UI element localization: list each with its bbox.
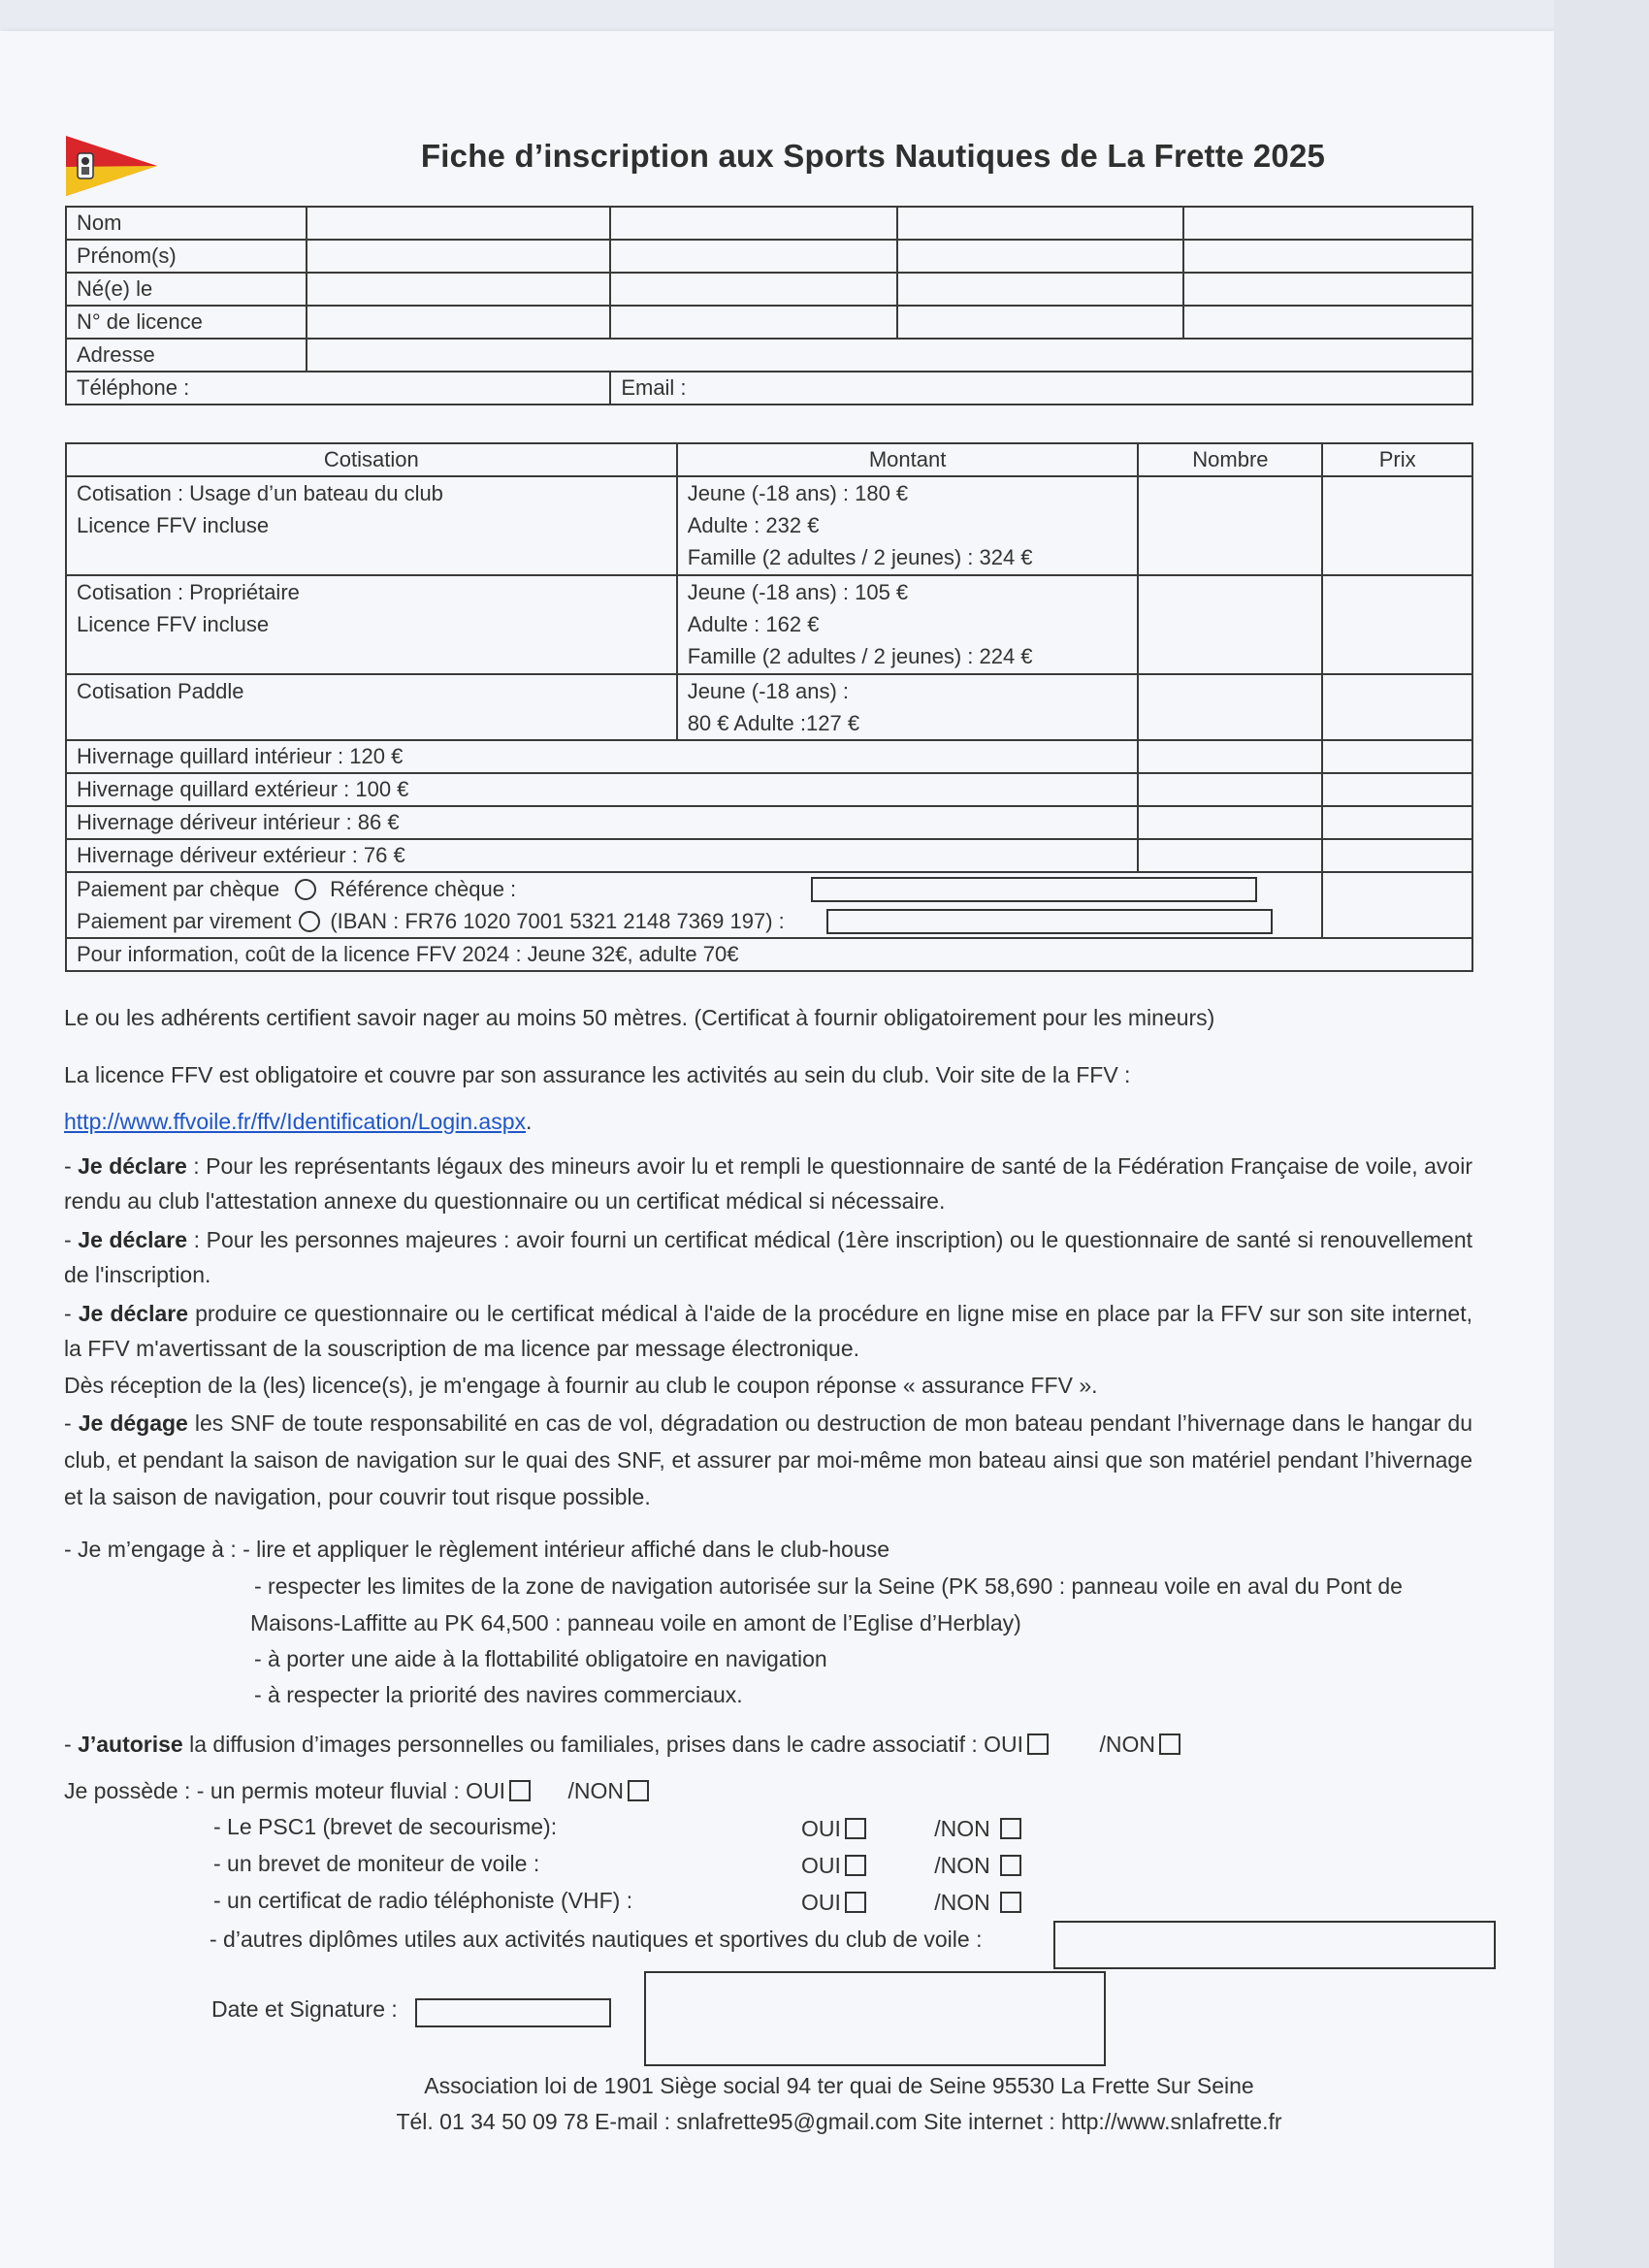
row-contact (66, 372, 1472, 405)
psc1-label: - Le PSC1 (brevet de secourisme): (213, 1814, 558, 1839)
prix-hivernage-2[interactable] (1322, 773, 1472, 806)
footer-address: Association loi de 1901 Siège social 94 ter quai de Seine 95530 La Frette Sur Seine (424, 2073, 1254, 2098)
label-email: Email : (621, 375, 687, 400)
cotisation-paddle-montant: Jeune (-18 ans) : 80 € Adulte :127 € (677, 674, 1139, 740)
autres-diplomes-label: - d’autres diplômes utiles aux activités nautiques et sportives du club de voile : (210, 1927, 983, 1952)
row-adresse (66, 339, 1472, 372)
nom-field-2[interactable] (610, 207, 897, 240)
row-hivernage-3 (66, 806, 1472, 839)
moniteur-non-checkbox[interactable] (1000, 1855, 1021, 1876)
permis-non-checkbox[interactable] (628, 1780, 649, 1801)
row-hivernage-2 (66, 773, 1472, 806)
ne-le-field-2[interactable] (610, 273, 897, 306)
engage-item-3: - à porter une aide à la flottabilité obligatoire en navigation (254, 1646, 827, 1671)
cotisation-club-montant: Jeune (-18 ans) : 180 € Adulte : 232 € Famille (2 adultes / 2 jeunes) : 324 € (677, 476, 1139, 575)
autorise-bold: J’autorise (78, 1732, 183, 1757)
row-cotisation-paddle (66, 674, 1472, 740)
licence-paragraph (64, 1052, 1472, 1145)
licence-field-1[interactable] (307, 306, 611, 339)
footer-contact: Tél. 01 34 50 09 78 E-mail : snlafrette95@gmail.com Site internet : http://www.snlafrette.fr (396, 2109, 1282, 2134)
cotisation-proprietaire-label: Cotisation : Propriétaire Licence FFV incluse (66, 575, 677, 674)
reference-cheque-label: Référence chèque : (330, 877, 517, 901)
identity-table (65, 206, 1473, 405)
header-prix: Prix (1322, 443, 1472, 476)
label-nom: Nom (66, 207, 307, 240)
licence-text: La licence FFV est obligatoire et couvre par son assurance les activités au sein du club. Voir site de la FFV : (64, 1062, 1131, 1087)
moniteur-oui-checkbox[interactable] (845, 1855, 866, 1876)
nager-text: Le ou les adhérents certifient savoir nager au moins 50 mètres. (Certificat à fournir obligatoirement pour les mineurs) (64, 1005, 1215, 1030)
cotisation-club-label: Cotisation : Usage d’un bateau du club Licence FFV incluse (66, 476, 677, 575)
declare-bold: Je déclare (78, 1301, 188, 1326)
iban-field[interactable] (826, 909, 1273, 934)
autorise-non-label: /NON (1099, 1732, 1155, 1757)
hivernage-label: Hivernage dériveur extérieur : 76 € (66, 839, 1138, 872)
cotisation-paddle-label: Cotisation Paddle (66, 674, 677, 740)
row-nom (66, 207, 1472, 240)
email-field[interactable] (610, 372, 1472, 405)
radio-options: OUI /NON (801, 1890, 1021, 1915)
prix-hivernage-3[interactable] (1322, 806, 1472, 839)
engage-item-2b: Maisons-Laffitte au PK 64,500 : panneau voile en amont de l’Eglise d’Herblay) (250, 1610, 1021, 1636)
label-licence: N° de licence (66, 306, 307, 339)
row-hivernage-4 (66, 839, 1472, 872)
psc1-non-checkbox[interactable] (1000, 1818, 1021, 1839)
prenom-field-4[interactable] (1183, 240, 1472, 273)
prenom-field-2[interactable] (610, 240, 897, 273)
prix-paddle-field[interactable] (1322, 674, 1472, 740)
hivernage-label: Hivernage quillard intérieur : 120 € (66, 740, 1138, 773)
row-info-licence (66, 938, 1472, 971)
nombre-hivernage-1[interactable] (1138, 740, 1322, 773)
licence-field-4[interactable] (1183, 306, 1472, 339)
label-adresse: Adresse (66, 339, 307, 372)
hivernage-label: Hivernage dériveur intérieur : 86 € (66, 806, 1138, 839)
paiement-cell (66, 872, 1322, 938)
ne-le-field-4[interactable] (1183, 273, 1472, 306)
psc1-options: OUI /NON (801, 1816, 1021, 1841)
ne-le-field-1[interactable] (307, 273, 611, 306)
autorise-oui-checkbox[interactable] (1027, 1733, 1049, 1755)
row-paiement (66, 872, 1472, 938)
radio-non-checkbox[interactable] (1000, 1892, 1021, 1913)
paiement-cheque-row (77, 873, 1311, 905)
radio-label: - un certificat de radio téléphoniste (VHF) : (213, 1888, 633, 1913)
nombre-hivernage-4[interactable] (1138, 839, 1322, 872)
header-montant: Montant (677, 443, 1139, 476)
declare-3: - Je déclare produire ce questionnaire ou le certificat médical à l'aide de la procédure en ligne mise en place par la FFV sur son site internet, la FFV m'avertissant de la souscription de ma licence par message électronique. (64, 1301, 1472, 1361)
telephone-field[interactable] (66, 372, 610, 405)
virement-radio[interactable] (299, 911, 320, 932)
licence-field-2[interactable] (610, 306, 897, 339)
cotisation-proprietaire-montant: Jeune (-18 ans) : 105 € Adulte : 162 € Famille (2 adultes / 2 jeunes) : 224 € (677, 575, 1139, 674)
row-ne-le (66, 273, 1472, 306)
row-licence (66, 306, 1472, 339)
autorise-line: - J’autorise la diffusion d’images personnelles ou familiales, prises dans le cadre associatif : OUI /NON (64, 1732, 1180, 1757)
row-hivernage-1 (66, 740, 1472, 773)
paiement-cheque-label: Paiement par chèque (77, 877, 280, 901)
paiement-virement-label: Paiement par virement (77, 909, 292, 933)
declare-bold: Je déclare (78, 1227, 188, 1252)
degage-text: - Je dégage les SNF de toute responsabilité en cas de vol, dégradation ou destruction de mon bateau pendant l’hivernage dans le hangar du club, et pendant la saison de navigation sur le quai des SNF, et assurer par moi-même mon bateau ainsi que son matériel pendant l’hivernage et la saison de navigation, pour couvrir tout risque possible. (64, 1410, 1472, 1509)
possede-permis-line: Je possède : - un permis moteur fluvial : OUI /NON (64, 1778, 649, 1803)
nom-field-4[interactable] (1183, 207, 1472, 240)
declare-1: - Je déclare : Pour les représentants légaux des mineurs avoir lu et rempli le questionnaire de santé de la Fédération Française de voile, avoir rendu au club l'attestation annexe du questionnaire ou un certificat médical si nécessaire. (64, 1153, 1472, 1214)
info-licence: Pour information, coût de la licence FFV 2024 : Jeune 32€, adulte 70€ (66, 938, 1472, 971)
prix-hivernage-4[interactable] (1322, 839, 1472, 872)
ffv-link[interactable]: http://www.ffvoile.fr/ffv/Identification/Login.aspx (64, 1109, 527, 1134)
label-ne-le: Né(e) le (66, 273, 307, 306)
nombre-club-field[interactable] (1138, 476, 1322, 575)
date-field[interactable] (415, 1998, 611, 2027)
nom-field-1[interactable] (307, 207, 611, 240)
nombre-hivernage-2[interactable] (1138, 773, 1322, 806)
autres-diplomes-field[interactable] (1053, 1921, 1496, 1969)
header-nombre: Nombre (1138, 443, 1322, 476)
declare-2: - Je déclare : Pour les personnes majeures : avoir fourni un certificat médical (1ère inscription) ou le questionnaire de santé si renouvellement de l'inscription. (64, 1227, 1473, 1287)
prix-hivernage-1[interactable] (1322, 740, 1472, 773)
date-signature-label: Date et Signature : (211, 1996, 398, 2022)
nombre-hivernage-3[interactable] (1138, 806, 1322, 839)
reception-text: Dès réception de la (les) licence(s), je m'engage à fournir au club le coupon réponse « assurance FFV ». (64, 1373, 1098, 1398)
prix-club-field[interactable] (1322, 476, 1472, 575)
licence-field-3[interactable] (897, 306, 1184, 339)
prix-proprietaire-field[interactable] (1322, 575, 1472, 674)
prenom-field-1[interactable] (307, 240, 611, 273)
licence-dot: . (526, 1109, 533, 1134)
engage-intro: - Je m’engage à : - lire et appliquer le règlement intérieur affiché dans le club-house (64, 1537, 890, 1562)
engage-item-2a: - respecter les limites de la zone de navigation autorisée sur la Seine (PK 58,690 : panneau voile en aval du Pont de (254, 1573, 1403, 1599)
paiement-virement-row (77, 905, 1311, 937)
moniteur-label: - un brevet de moniteur de voile : (213, 1851, 540, 1876)
prenom-field-3[interactable] (897, 240, 1184, 273)
club-pennant-logo (64, 134, 159, 198)
cotisation-table (65, 442, 1473, 972)
iban-label: (IBAN : FR76 1020 7001 5321 2148 7369 197) : (330, 909, 785, 933)
moniteur-options: OUI /NON (801, 1853, 1021, 1878)
cheque-radio[interactable] (295, 879, 316, 900)
signature-field[interactable] (644, 1971, 1106, 2066)
engage-item-4: - à respecter la priorité des navires commerciaux. (254, 1682, 743, 1707)
label-prenoms: Prénom(s) (66, 240, 307, 273)
reference-cheque-field[interactable] (811, 877, 1257, 902)
prix-paiement-field[interactable] (1322, 872, 1472, 938)
form-title: Fiche d’inscription aux Sports Nautiques de La Frette 2025 (420, 138, 1326, 174)
adresse-field[interactable] (307, 339, 1472, 372)
row-cotisation-club (66, 476, 1472, 575)
ne-le-field-3[interactable] (897, 273, 1184, 306)
nom-field-3[interactable] (897, 207, 1184, 240)
nombre-paddle-field[interactable] (1138, 674, 1322, 740)
header-cotisation: Cotisation (66, 443, 677, 476)
declare-bold: Je déclare (78, 1153, 187, 1179)
row-prenoms (66, 240, 1472, 273)
row-cotisation-proprietaire (66, 575, 1472, 674)
radio-oui-checkbox[interactable] (845, 1892, 866, 1913)
psc1-oui-checkbox[interactable] (845, 1818, 866, 1839)
label-telephone: Téléphone : (77, 375, 190, 400)
permis-oui-checkbox[interactable] (509, 1780, 531, 1801)
nombre-proprietaire-field[interactable] (1138, 575, 1322, 674)
cotisation-header-row (66, 443, 1472, 476)
hivernage-label: Hivernage quillard extérieur : 100 € (66, 773, 1138, 806)
degage-bold: Je dégage (78, 1410, 188, 1436)
autorise-non-checkbox[interactable] (1159, 1733, 1180, 1755)
